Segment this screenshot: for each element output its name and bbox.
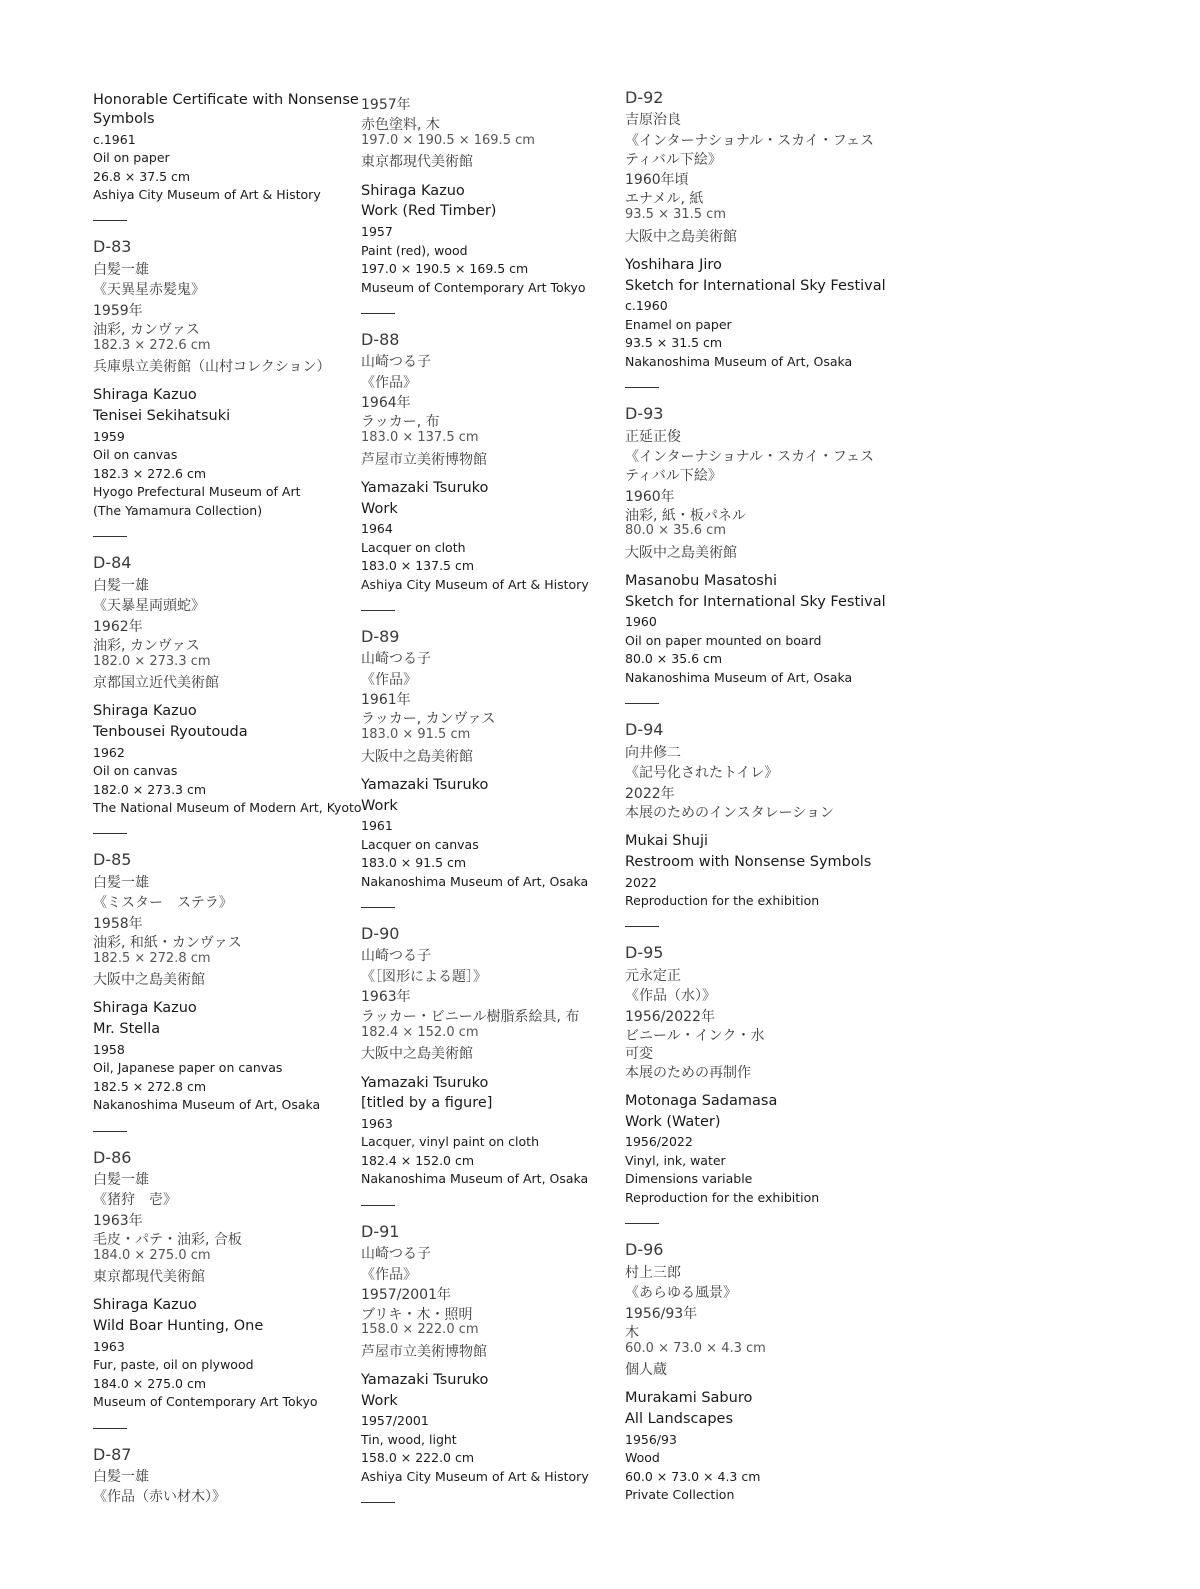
entry-divider xyxy=(625,703,659,704)
entry-text-line: 183.0 × 137.5 cm xyxy=(361,430,479,445)
entry-text-line: 本展のためのインスタレーション xyxy=(625,805,835,821)
entry-text-line: 1956/93 xyxy=(625,1432,677,1447)
entry-text-line: Shiraga Kazuo xyxy=(93,387,197,403)
entry-text-line: Nakanoshima Museum of Art, Osaka xyxy=(361,874,589,889)
entry-text-line: 《作品》 xyxy=(361,375,417,391)
entry-number: D-92 xyxy=(625,88,664,107)
entry-text-line: 東京都現代美術館 xyxy=(93,1269,205,1285)
entry-text-line: 《作品（赤い材木）》 xyxy=(93,1489,226,1505)
entry-text-line: 芦屋市立美術博物館 xyxy=(361,452,487,468)
entry-text-line: Nakanoshima Museum of Art, Osaka xyxy=(625,670,853,685)
entry-text-line: 木 xyxy=(625,1325,639,1341)
entry-text-line: 1963 xyxy=(93,1339,125,1354)
entry-text-line: 80.0 × 35.6 cm xyxy=(625,523,726,538)
entry-divider xyxy=(93,1428,127,1429)
entry-text-line: 大阪中之島美術館 xyxy=(93,972,205,988)
entry-text-line: Oil on paper xyxy=(93,150,170,165)
entry-text-line: 芦屋市立美術博物館 xyxy=(361,1344,487,1360)
entry-text-line: 1959年 xyxy=(93,303,143,319)
entry-text-line: Paint (red), wood xyxy=(361,243,468,258)
entry-text-line: 182.5 × 272.8 cm xyxy=(93,951,211,966)
entry-text-line: 村上三郎 xyxy=(625,1265,681,1281)
entry-text-line: 1957/2001 xyxy=(361,1413,429,1428)
entry-text-line: 大阪中之島美術館 xyxy=(625,545,737,561)
entry-text-line: ビニール・インク・水 xyxy=(625,1028,765,1044)
entry-number: D-87 xyxy=(93,1445,132,1464)
entry-text-line: Restroom with Nonsense Symbols xyxy=(625,854,872,870)
entry-text-line: 1958年 xyxy=(93,916,143,932)
entry-text-line: Fur, paste, oil on plywood xyxy=(93,1357,254,1372)
entry-text-line: 山崎つる子 xyxy=(361,948,431,964)
entry-divider xyxy=(361,1205,395,1206)
entry-text-line: ラッカー・ビニール樹脂系絵具, 布 xyxy=(361,1009,580,1025)
entry-text-line: Masanobu Masatoshi xyxy=(625,573,778,589)
entry-text-line: 《天異星赤髪鬼》 xyxy=(93,282,205,298)
entry-text-line: 油彩, カンヴァス xyxy=(93,322,200,338)
entry-text-line: 80.0 × 35.6 cm xyxy=(625,651,723,666)
entry-text-line: 182.0 × 273.3 cm xyxy=(93,654,211,669)
entry-text-line: 60.0 × 73.0 × 4.3 cm xyxy=(625,1341,766,1356)
entry-text-line: 93.5 × 31.5 cm xyxy=(625,335,723,350)
entry-text-line: Tenisei Sekihatsuki xyxy=(93,408,231,424)
entry-text-line: 1960年頃 xyxy=(625,172,689,188)
entry-text-line: 1962 xyxy=(93,745,125,760)
entry-text-line: Sketch for International Sky Festival xyxy=(625,278,886,294)
entry-text-line: Sketch for International Sky Festival xyxy=(625,594,886,610)
entry-text-line: [titled by a figure] xyxy=(361,1095,493,1111)
entry-text-line: 182.5 × 272.8 cm xyxy=(93,1079,207,1094)
entry-text-line: 93.5 × 31.5 cm xyxy=(625,207,726,222)
entry-text-line: Oil on canvas xyxy=(93,763,178,778)
entry-text-line: 《猪狩 壱》 xyxy=(93,1192,177,1208)
entry-text-line: ラッカー, 布 xyxy=(361,414,440,430)
entry-text-line: 197.0 × 190.5 × 169.5 cm xyxy=(361,133,535,148)
entry-text-line: Private Collection xyxy=(625,1487,735,1502)
entry-text-line: 《ミスター ステラ》 xyxy=(93,895,233,911)
entry-text-line: Yoshihara Jiro xyxy=(625,257,722,273)
entry-text-line: 《インターナショナル・スカイ・フェス xyxy=(625,133,875,149)
entry-text-line: 油彩, 紙・板パネル xyxy=(625,508,746,524)
entry-number: D-84 xyxy=(93,553,132,572)
entry-text-line: 山崎つる子 xyxy=(361,651,431,667)
entry-number: D-83 xyxy=(93,237,132,256)
entry-text-line: 1963年 xyxy=(93,1213,143,1229)
entry-text-line: 油彩, カンヴァス xyxy=(93,638,200,654)
entry-text-line: Wood xyxy=(625,1450,660,1465)
entry-text-line: 1960年 xyxy=(625,489,675,505)
entry-number: D-90 xyxy=(361,924,400,943)
entry-text-line: Shiraga Kazuo xyxy=(361,183,465,199)
entry-text-line: 山崎つる子 xyxy=(361,354,431,370)
entry-text-line: 1961 xyxy=(361,818,393,833)
entry-text-line: Lacquer on canvas xyxy=(361,837,479,852)
entry-text-line: 182.3 × 272.6 cm xyxy=(93,466,207,481)
entry-text-line: Museum of Contemporary Art Tokyo xyxy=(93,1394,318,1409)
entry-text-line: 26.8 × 37.5 cm xyxy=(93,169,191,184)
entry-text-line: Dimensions variable xyxy=(625,1171,753,1186)
entry-divider xyxy=(93,536,127,537)
entry-number: D-89 xyxy=(361,627,400,646)
entry-number: D-88 xyxy=(361,330,400,349)
entry-text-line: Ashiya City Museum of Art & History xyxy=(361,577,589,592)
entry-text-line: ラッカー, カンヴァス xyxy=(361,711,496,727)
entry-text-line: 1957/2001年 xyxy=(361,1287,451,1303)
entry-text-line: 1956/2022 xyxy=(625,1134,693,1149)
entry-text-line: ティバル下絵》 xyxy=(625,152,722,168)
entry-text-line: Yamazaki Tsuruko xyxy=(361,777,489,793)
entry-text-line: 182.3 × 272.6 cm xyxy=(93,338,211,353)
entry-text-line: The National Museum of Modern Art, Kyoto xyxy=(93,800,362,815)
entry-divider xyxy=(625,926,659,927)
entry-text-line: Lacquer, vinyl paint on cloth xyxy=(361,1134,539,1149)
entry-text-line: 1957年 xyxy=(361,97,411,113)
entry-text-line: 《作品》 xyxy=(361,672,417,688)
entry-text-line: 1963 xyxy=(361,1116,393,1131)
entry-divider xyxy=(361,907,395,908)
entry-text-line: 1960 xyxy=(625,614,657,629)
entry-text-line: 山崎つる子 xyxy=(361,1246,431,1262)
entry-text-line: 白髪一雄 xyxy=(93,1172,149,1188)
entry-text-line: Lacquer on cloth xyxy=(361,540,466,555)
entry-text-line: 白髪一雄 xyxy=(93,262,149,278)
entry-text-line: 1956/2022年 xyxy=(625,1009,715,1025)
entry-text-line: Work (Red Timber) xyxy=(361,203,497,219)
entry-text-line: 《インターナショナル・スカイ・フェス xyxy=(625,449,875,465)
entry-text-line: 1961年 xyxy=(361,692,411,708)
entry-text-line: c.1960 xyxy=(625,298,668,313)
entry-text-line: 《天暴星両頭蛇》 xyxy=(93,598,205,614)
entry-text-line: 《作品》 xyxy=(361,1267,417,1283)
entry-text-line: 1963年 xyxy=(361,989,411,1005)
entry-text-line: 1958 xyxy=(93,1042,125,1057)
entry-text-line: (The Yamamura Collection) xyxy=(93,503,263,518)
entry-text-line: Reproduction for the exhibition xyxy=(625,893,820,908)
entry-divider xyxy=(93,833,127,834)
entry-divider xyxy=(361,1502,395,1503)
entry-divider xyxy=(361,610,395,611)
entry-text-line: 197.0 × 190.5 × 169.5 cm xyxy=(361,261,529,276)
entry-divider xyxy=(625,1223,659,1224)
entry-text-line: エナメル, 紙 xyxy=(625,191,704,207)
entry-number: D-86 xyxy=(93,1148,132,1167)
entry-text-line: 吉原治良 xyxy=(625,112,681,128)
entry-text-line: Tin, wood, light xyxy=(361,1432,457,1447)
entry-text-line: Wild Boar Hunting, One xyxy=(93,1318,264,1334)
entry-text-line: Yamazaki Tsuruko xyxy=(361,480,489,496)
entry-text-line: 182.0 × 273.3 cm xyxy=(93,782,207,797)
entry-text-line: 《作品（水）》 xyxy=(625,988,716,1004)
entry-text-line: Reproduction for the exhibition xyxy=(625,1190,820,1205)
entry-text-line: Nakanoshima Museum of Art, Osaka xyxy=(93,1097,321,1112)
entry-text-line: Vinyl, ink, water xyxy=(625,1153,726,1168)
entry-text-line: 1964 xyxy=(361,521,393,536)
entry-text-line: Work xyxy=(361,798,398,814)
entry-divider xyxy=(93,220,127,221)
entry-text-line: 元永定正 xyxy=(625,968,681,984)
entry-text-line: ブリキ・木・照明 xyxy=(361,1307,473,1323)
entry-text-line: Murakami Saburo xyxy=(625,1390,753,1406)
entry-text-line: Mukai Shuji xyxy=(625,833,709,849)
entry-text-line: Honorable Certificate with Nonsense xyxy=(93,92,359,108)
entry-text-line: All Landscapes xyxy=(625,1411,734,1427)
entry-text-line: Nakanoshima Museum of Art, Osaka xyxy=(361,1171,589,1186)
entry-text-line: Ashiya City Museum of Art & History xyxy=(361,1469,589,1484)
entry-text-line: 1956/93年 xyxy=(625,1306,698,1322)
entry-text-line: 油彩, 和紙・カンヴァス xyxy=(93,935,242,951)
entry-text-line: 2022 xyxy=(625,875,657,890)
entry-text-line: Work (Water) xyxy=(625,1114,721,1130)
entry-text-line: 白髪一雄 xyxy=(93,875,149,891)
entry-divider xyxy=(361,313,395,314)
entry-text-line: 60.0 × 73.0 × 4.3 cm xyxy=(625,1469,761,1484)
entry-number: D-93 xyxy=(625,404,664,423)
entry-text-line: ティバル下絵》 xyxy=(625,468,722,484)
entry-text-line: Work xyxy=(361,501,398,517)
entry-text-line: 1959 xyxy=(93,429,125,444)
entry-text-line: 京都国立近代美術館 xyxy=(93,675,219,691)
entry-text-line: Oil on canvas xyxy=(93,447,178,462)
entry-text-line: Shiraga Kazuo xyxy=(93,703,197,719)
entry-text-line: Hyogo Prefectural Museum of Art xyxy=(93,484,301,499)
entry-text-line: Yamazaki Tsuruko xyxy=(361,1372,489,1388)
entry-text-line: Nakanoshima Museum of Art, Osaka xyxy=(625,354,853,369)
entry-text-line: 兵庫県立美術館（山村コレクション） xyxy=(93,359,331,375)
entry-text-line: Motonaga Sadamasa xyxy=(625,1093,778,1109)
entry-text-line: 本展のための再制作 xyxy=(625,1065,751,1081)
entry-text-line: Work xyxy=(361,1393,398,1409)
entry-text-line: 158.0 × 222.0 cm xyxy=(361,1450,475,1465)
entry-text-line: 大阪中之島美術館 xyxy=(361,1046,473,1062)
entry-text-line: 183.0 × 137.5 cm xyxy=(361,558,475,573)
entry-text-line: Shiraga Kazuo xyxy=(93,1000,197,1016)
entry-text-line: 個人蔵 xyxy=(625,1362,667,1378)
entry-text-line: 大阪中之島美術館 xyxy=(625,229,737,245)
entry-text-line: 可変 xyxy=(625,1046,653,1062)
entry-text-line: 大阪中之島美術館 xyxy=(361,749,473,765)
entry-text-line: 184.0 × 275.0 cm xyxy=(93,1376,207,1391)
entry-text-line: Symbols xyxy=(93,111,155,127)
entry-number: D-95 xyxy=(625,943,664,962)
entry-number: D-96 xyxy=(625,1240,664,1259)
entry-text-line: 1962年 xyxy=(93,619,143,635)
entry-text-line: Tenbousei Ryoutouda xyxy=(93,724,248,740)
entry-text-line: 1957 xyxy=(361,224,393,239)
entry-number: D-85 xyxy=(93,850,132,869)
entry-text-line: Oil, Japanese paper on canvas xyxy=(93,1060,283,1075)
entry-text-line: 183.0 × 91.5 cm xyxy=(361,855,467,870)
entry-text-line: Ashiya City Museum of Art & History xyxy=(93,187,321,202)
entry-number: D-94 xyxy=(625,720,664,739)
entry-text-line: c.1961 xyxy=(93,132,136,147)
entry-text-line: 向井修二 xyxy=(625,745,681,761)
entry-text-line: Enamel on paper xyxy=(625,317,732,332)
entry-text-line: 183.0 × 91.5 cm xyxy=(361,727,471,742)
entry-text-line: 1964年 xyxy=(361,395,411,411)
entry-divider xyxy=(93,1131,127,1132)
entry-text-line: 《あらゆる風景》 xyxy=(625,1285,737,1301)
entry-text-line: Museum of Contemporary Art Tokyo xyxy=(361,280,586,295)
entry-text-line: Yamazaki Tsuruko xyxy=(361,1075,489,1091)
entry-text-line: 2022年 xyxy=(625,786,675,802)
entry-text-line: 赤色塗料, 木 xyxy=(361,117,440,133)
entry-text-line: 158.0 × 222.0 cm xyxy=(361,1322,479,1337)
entry-text-line: 東京都現代美術館 xyxy=(361,154,473,170)
entry-number: D-91 xyxy=(361,1222,400,1241)
entry-text-line: 白髪一雄 xyxy=(93,1469,149,1485)
entry-text-line: 184.0 × 275.0 cm xyxy=(93,1248,211,1263)
entry-text-line: 《記号化されたトイレ》 xyxy=(625,765,779,781)
entry-text-line: 182.4 × 152.0 cm xyxy=(361,1025,479,1040)
entry-text-line: Mr. Stella xyxy=(93,1021,161,1037)
entry-text-line: 《［図形による題］》 xyxy=(361,969,487,985)
entry-text-line: 毛皮・パテ・油彩, 合板 xyxy=(93,1232,242,1248)
entry-text-line: Shiraga Kazuo xyxy=(93,1297,197,1313)
entry-divider xyxy=(625,387,659,388)
entry-text-line: 正延正俊 xyxy=(625,429,681,445)
entry-text-line: Oil on paper mounted on board xyxy=(625,633,822,648)
entry-text-line: 182.4 × 152.0 cm xyxy=(361,1153,475,1168)
entry-text-line: 白髪一雄 xyxy=(93,578,149,594)
